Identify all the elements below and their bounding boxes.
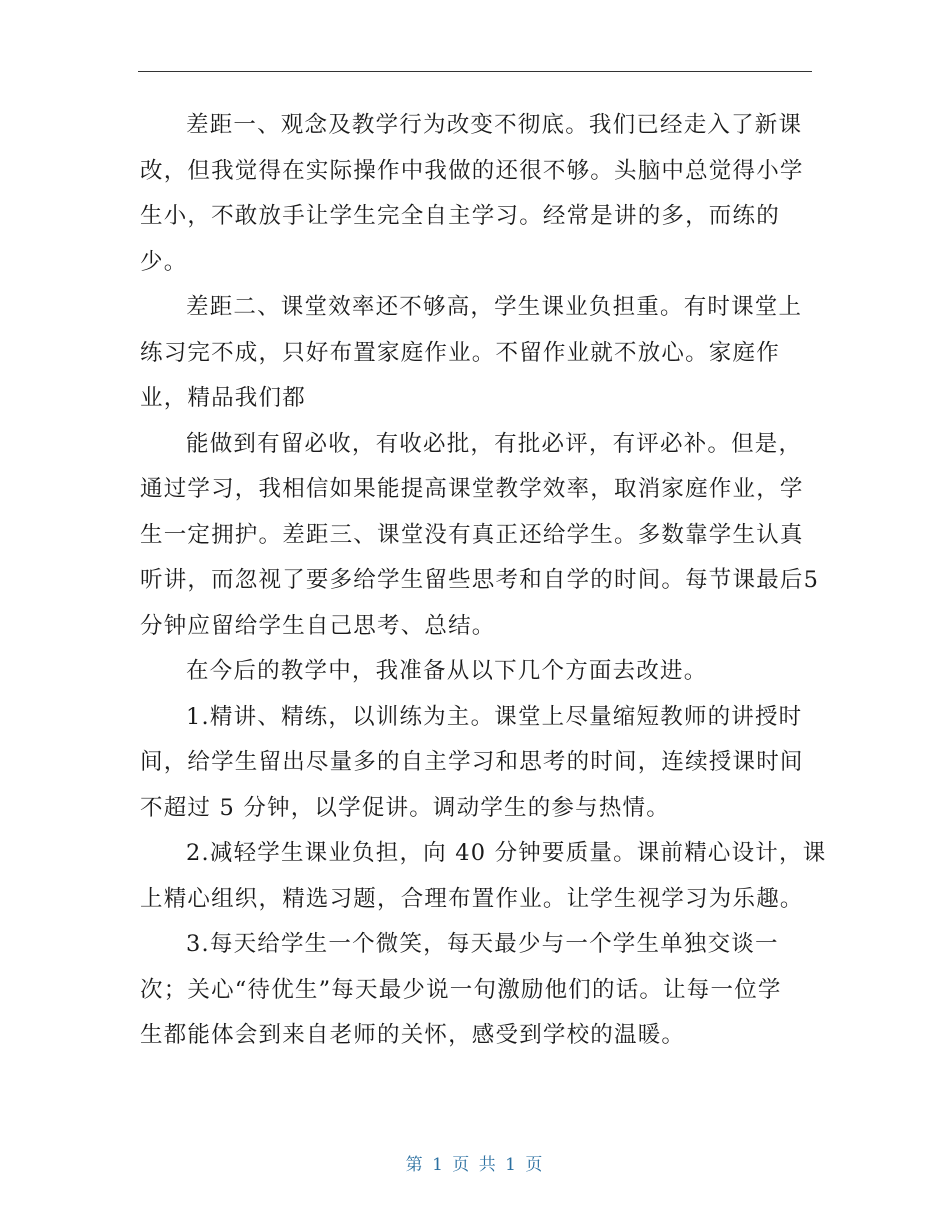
text-line: 能做到有留必收，有收必批，有批必评，有评必补。但是， (186, 430, 803, 457)
page-number-footer: 第 1 页 共 1 页 (405, 1155, 545, 1175)
text-line: 练习完不成，只好布置家庭作业。不留作业就不放心。家庭作 (140, 339, 780, 366)
text-line: 间，给学生留出尽量多的自主学习和思考的时间，连续授课时间 (140, 749, 804, 775)
text-line: 业，精品我们都 (140, 385, 306, 411)
text-line: 生小，不敢放手让学生完全自主学习。经常是讲的多，而练的 (140, 203, 780, 229)
text-line: 2.减轻学生课业负担，向 40 分钟要质量。课前精心设计，课 (186, 840, 827, 866)
text-line: 听讲，而忽视了要多给学生留些思考和自学的时间。每节课最后5 (140, 567, 820, 593)
text-line: 通过学习，我相信如果能提高课堂教学效率，取消家庭作业，学 (140, 476, 804, 502)
text-line: 次；关心“待优生”每天最少说一句激励他们的话。让每一位学 (140, 976, 782, 1003)
text-line: 生一定拥护。差距三、课堂没有真正还给学生。多数靠学生认真 (140, 521, 804, 548)
text-line: 分钟应留给学生自己思考、总结。 (140, 612, 496, 639)
text-line: 差距一、观念及教学行为改变不彻底。我们已经走入了新课 (186, 112, 803, 138)
text-line: 1.精讲、精练，以训练为主。课堂上尽量缩短教师的讲授时 (186, 703, 803, 730)
text-line: 生都能体会到来自老师的关怀，感受到学校的温暖。 (140, 1022, 686, 1048)
document-body (140, 103, 827, 1059)
text-line: 不超过 5 分钟，以学促讲。调动学生的参与热情。 (140, 794, 670, 821)
text-line: 3.每天给学生一个微笑，每天最少与一个学生单独交谈一 (186, 931, 779, 957)
header-divider (138, 71, 812, 72)
text-line: 改，但我觉得在实际操作中我做的还很不够。头脑中总觉得小学 (140, 157, 804, 184)
text-line: 少。 (140, 248, 188, 275)
text-line: 在今后的教学中，我准备从以下几个方面去改进。 (186, 658, 708, 684)
text-line: 上精心组织，精选习题，合理布置作业。让学生视学习为乐趣。 (140, 885, 804, 912)
text-line: 差距二、课堂效率还不够高，学生课业负担重。有时课堂上 (186, 294, 803, 320)
